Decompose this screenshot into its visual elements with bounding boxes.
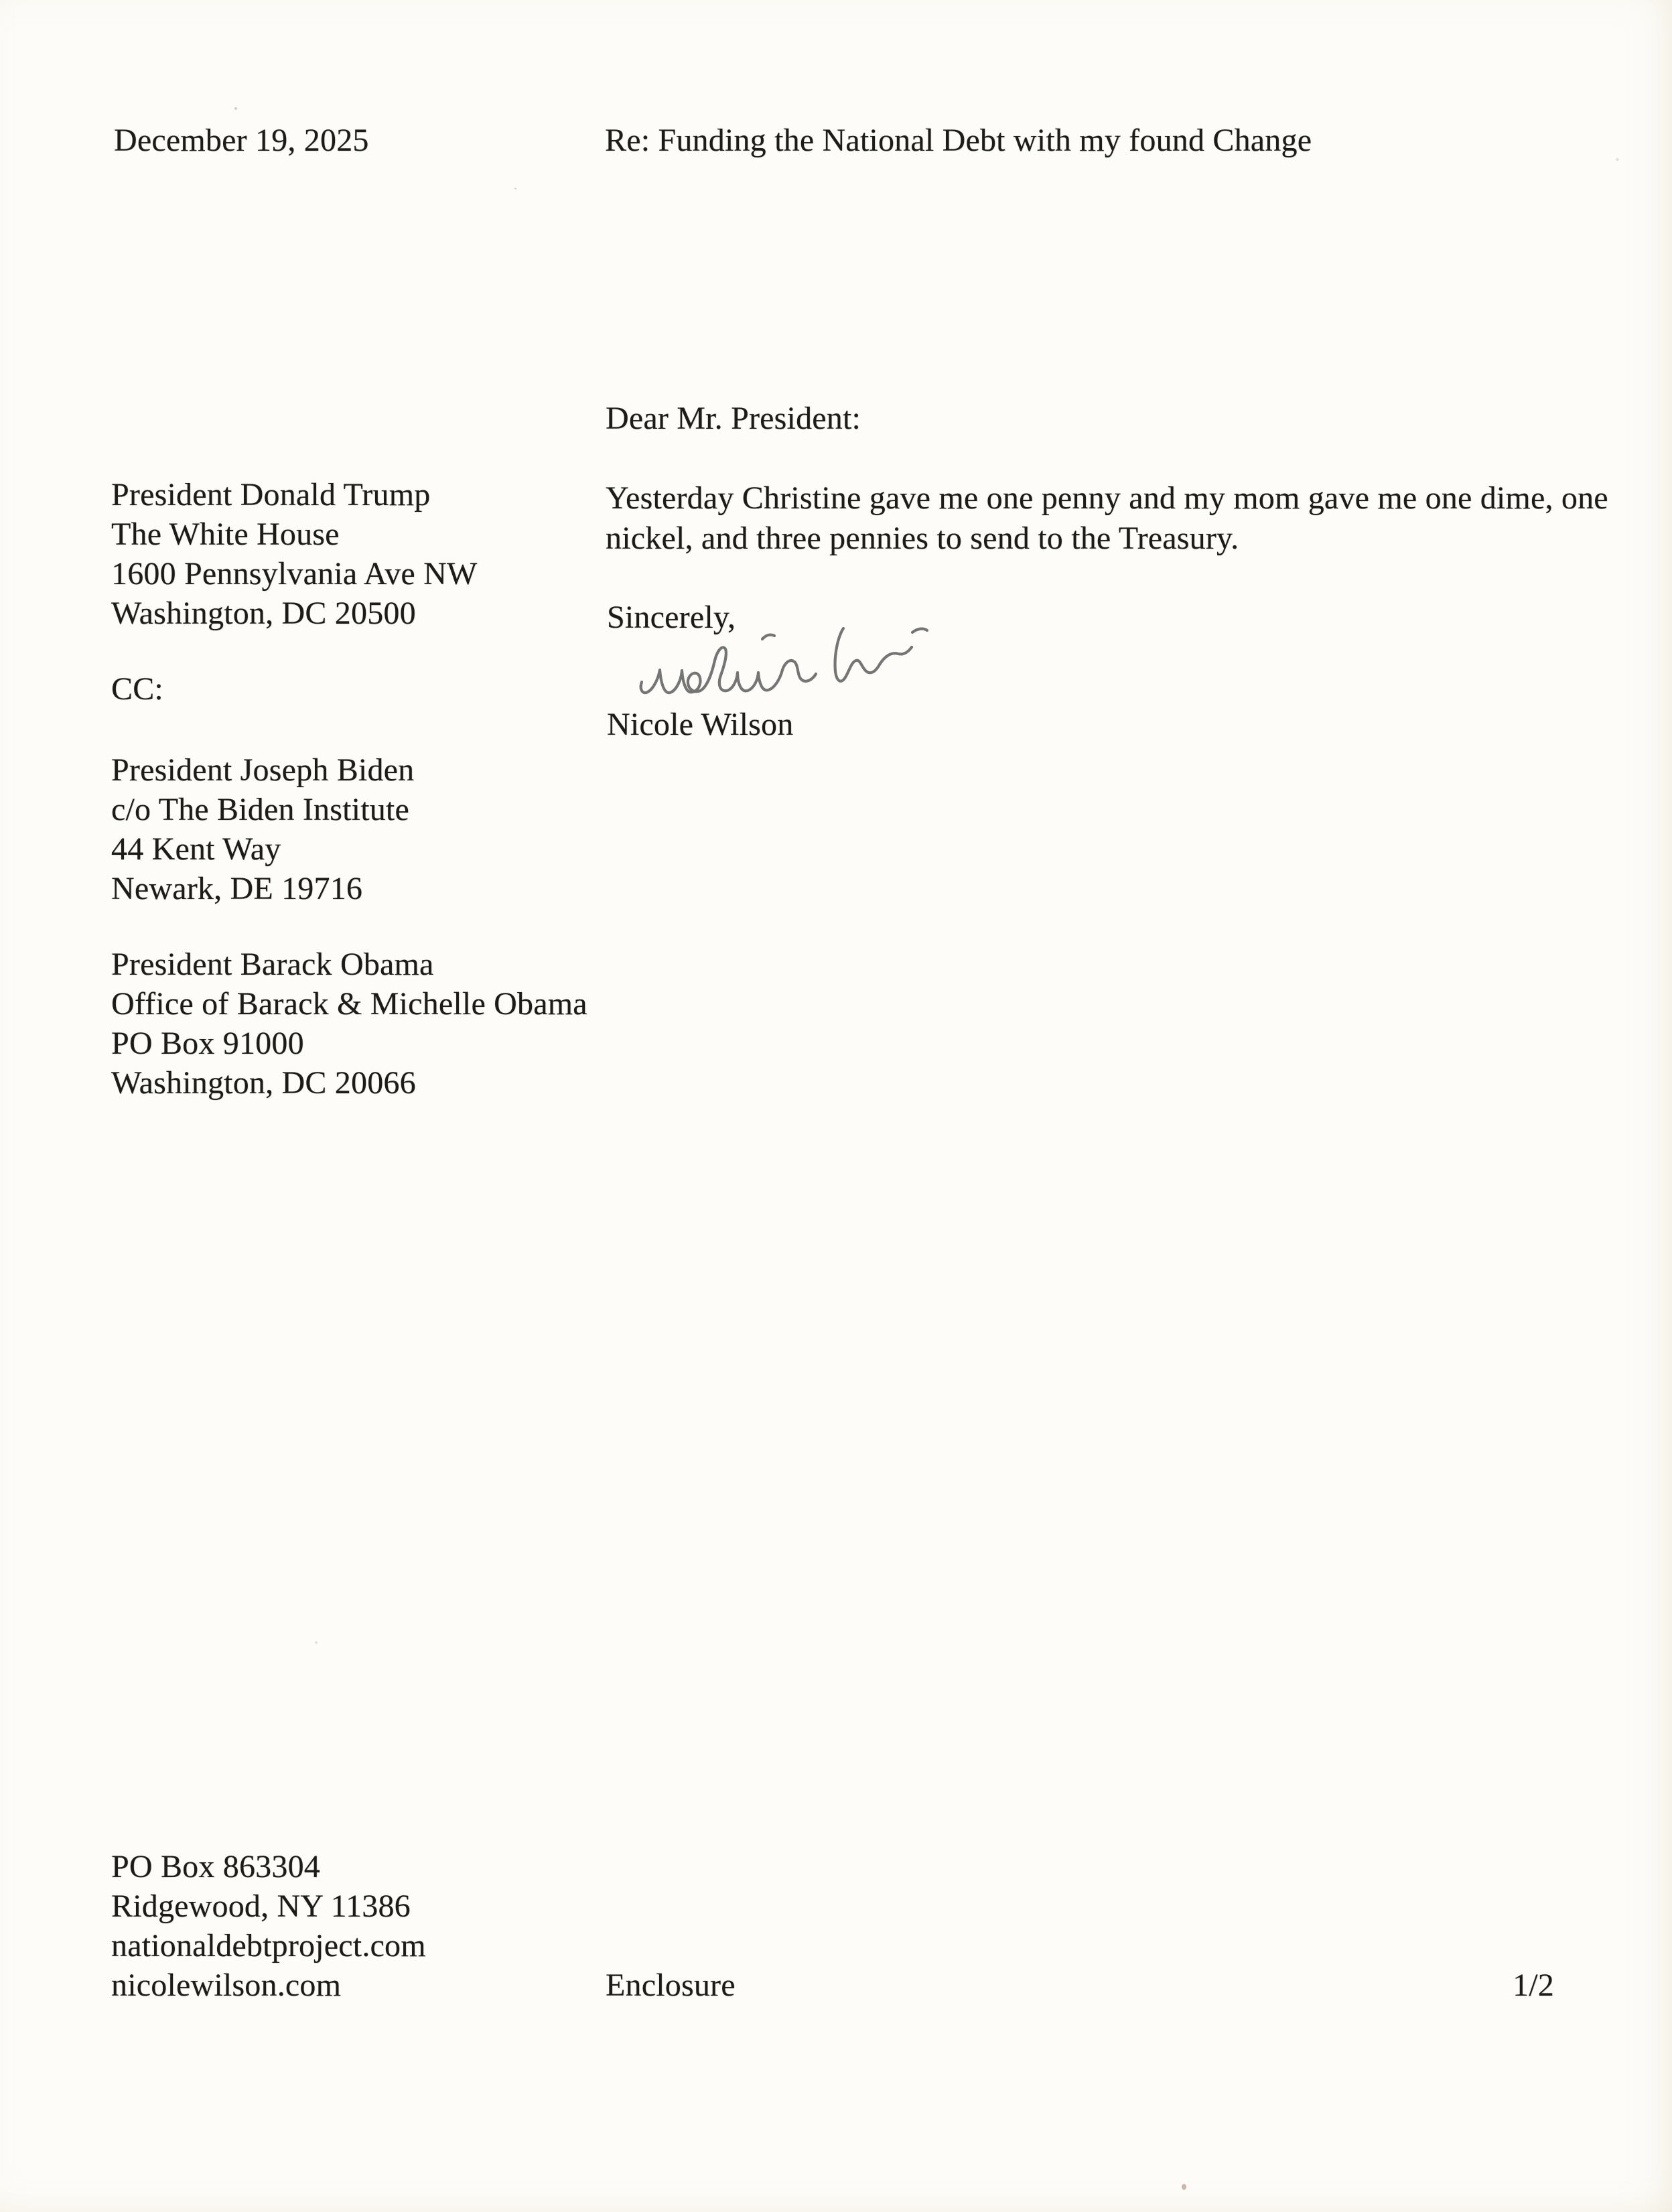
cc-address-line: Office of Barack & Michelle Obama <box>111 986 587 1022</box>
body-line: nickel, and three pennies to send to the Treasury. <box>606 521 1239 556</box>
cc-address-line: PO Box 91000 <box>111 1026 304 1061</box>
cc-address-line: c/o The Biden Institute <box>111 792 409 827</box>
scan-speck <box>315 1641 318 1644</box>
cc-address-line: Washington, DC 20066 <box>111 1065 416 1101</box>
cc-address-line: 44 Kent Way <box>111 831 281 867</box>
salutation-text: Dear Mr. President: <box>606 401 861 436</box>
recipient-address-line: The White House <box>111 516 340 552</box>
body-line: Yesterday Christine gave me one penny and my mom gave me one dime, one <box>606 480 1608 516</box>
sender-footer-line: nationaldebtproject.com <box>111 1928 426 1963</box>
recipient-address-block <box>111 475 478 633</box>
sender-footer-line: nicolewilson.com <box>111 1967 342 2003</box>
signature-name: Nicole Wilson <box>607 707 794 742</box>
closing-text: Sincerely, <box>607 600 736 635</box>
cc-entry-obama <box>111 945 587 1103</box>
sender-footer-line: Ridgewood, NY 11386 <box>111 1888 411 1924</box>
letter-date: December 19, 2025 <box>114 123 369 158</box>
scan-speck <box>234 107 237 110</box>
cc-address-line: President Joseph Biden <box>111 752 415 788</box>
enclosure-note: Enclosure <box>606 1967 736 2003</box>
recipient-address-line: Washington, DC 20500 <box>111 596 416 631</box>
cc-entry-biden <box>111 750 414 908</box>
scan-speck <box>514 188 516 190</box>
sender-footer-line: PO Box 863304 <box>111 1849 320 1884</box>
cc-address-line: Newark, DE 19716 <box>111 871 363 906</box>
recipient-address-line: President Donald Trump <box>111 477 431 512</box>
recipient-address-line: 1600 Pennsylvania Ave NW <box>111 556 478 592</box>
subject-line: Re: Funding the National Debt with my found Change <box>605 123 1312 158</box>
scan-speck <box>1616 158 1619 161</box>
body-paragraph <box>606 478 1608 559</box>
sender-footer-block <box>111 1847 426 2005</box>
page-number: 1/2 <box>1513 1967 1554 2003</box>
cc-address-line: President Barack Obama <box>111 947 434 982</box>
signature-scribble <box>636 622 934 701</box>
cc-label: CC: <box>111 671 163 707</box>
scan-speck <box>1182 2184 1186 2190</box>
